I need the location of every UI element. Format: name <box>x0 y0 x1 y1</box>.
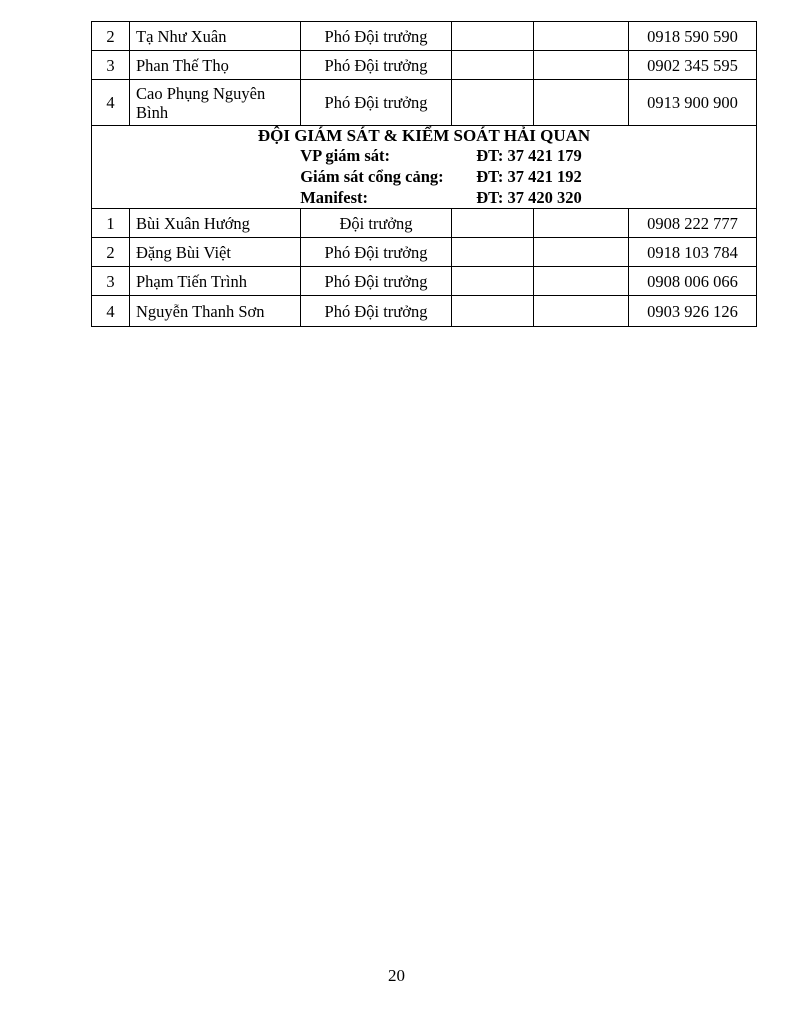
staff-phone: 0902 345 595 <box>629 51 757 80</box>
table-row <box>92 209 757 238</box>
contact-table <box>91 21 757 327</box>
table-row <box>92 22 757 51</box>
page-number: 20 <box>388 966 405 985</box>
staff-position: Phó Đội trưởng <box>301 80 452 126</box>
staff-name: Tạ Như Xuân <box>130 22 301 51</box>
staff-position: Phó Đội trưởng <box>301 238 452 267</box>
section-line-phone: ĐT: 37 420 320 <box>476 188 582 207</box>
empty-cell <box>452 51 534 80</box>
section-line-label: Giám sát cổng cảng: <box>300 167 444 186</box>
section-header <box>92 126 757 209</box>
staff-name: Bùi Xuân Hướng <box>130 209 301 238</box>
staff-phone: 0918 103 784 <box>629 238 757 267</box>
staff-phone: 0913 900 900 <box>629 80 757 126</box>
staff-position: Đội trưởng <box>301 209 452 238</box>
row-number: 3 <box>92 51 130 80</box>
staff-name: Phan Thế Thọ <box>130 51 301 80</box>
empty-cell <box>534 296 629 327</box>
row-number: 1 <box>92 209 130 238</box>
empty-cell <box>452 209 534 238</box>
row-number: 4 <box>92 80 130 126</box>
section-header-row <box>92 126 757 209</box>
empty-cell <box>452 80 534 126</box>
section-title: ĐỘI GIÁM SÁT & KIỂM SOÁT HẢI QUAN <box>257 126 591 145</box>
table-row <box>92 238 757 267</box>
empty-cell <box>534 267 629 296</box>
empty-cell <box>534 209 629 238</box>
row-number: 2 <box>92 22 130 51</box>
empty-cell <box>452 296 534 327</box>
staff-position: Phó Đội trưởng <box>301 22 452 51</box>
section-line-label: Manifest: <box>300 188 369 207</box>
table-row <box>92 80 757 126</box>
staff-position: Phó Đội trưởng <box>301 267 452 296</box>
section-contacts <box>300 145 582 208</box>
section-line-phone: ĐT: 37 421 192 <box>476 167 582 186</box>
empty-cell <box>534 51 629 80</box>
empty-cell <box>452 238 534 267</box>
section-line <box>300 145 582 166</box>
empty-cell <box>452 267 534 296</box>
section-line <box>300 187 582 208</box>
row-number: 2 <box>92 238 130 267</box>
row-number: 3 <box>92 267 130 296</box>
section-line-phone: ĐT: 37 421 179 <box>476 146 582 165</box>
staff-position: Phó Đội trưởng <box>301 51 452 80</box>
empty-cell <box>452 22 534 51</box>
staff-name: Phạm Tiến Trình <box>130 267 301 296</box>
empty-cell <box>534 22 629 51</box>
staff-phone: 0903 926 126 <box>629 296 757 327</box>
staff-phone: 0908 006 066 <box>629 267 757 296</box>
table-row <box>92 296 757 327</box>
staff-name: Đặng Bùi Việt <box>130 238 301 267</box>
row-number: 4 <box>92 296 130 327</box>
table-row <box>92 51 757 80</box>
staff-position: Phó Đội trưởng <box>301 296 452 327</box>
staff-name: Cao Phụng Nguyên Bình <box>130 80 301 126</box>
staff-name: Nguyễn Thanh Sơn <box>130 296 301 327</box>
staff-phone: 0908 222 777 <box>629 209 757 238</box>
staff-phone: 0918 590 590 <box>629 22 757 51</box>
section-line-label: VP giám sát: <box>300 146 391 165</box>
empty-cell <box>534 238 629 267</box>
empty-cell <box>534 80 629 126</box>
section-line <box>300 166 582 187</box>
table-row <box>92 267 757 296</box>
